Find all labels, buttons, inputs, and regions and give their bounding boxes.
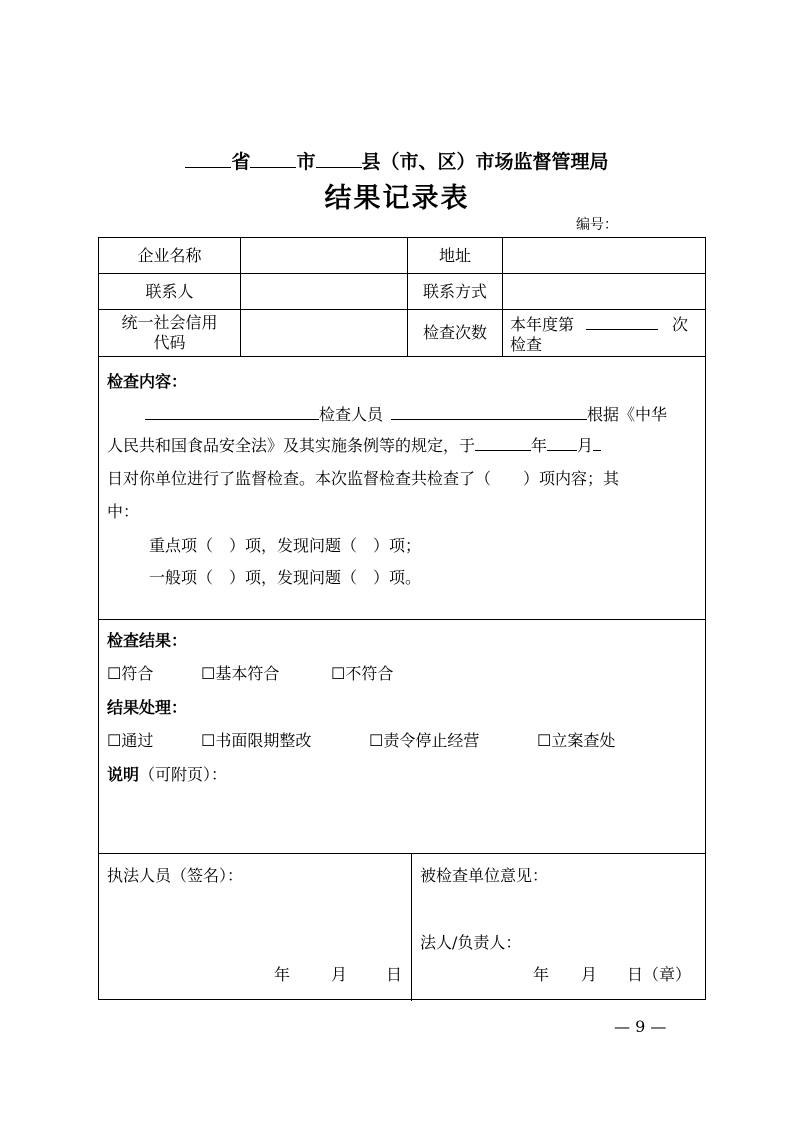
handling-option-rectify[interactable]: ☐书面限期整改	[201, 731, 312, 750]
form-title: 结果记录表	[324, 183, 470, 214]
result-heading: 检查结果：	[107, 631, 188, 650]
handling-heading: 结果处理：	[107, 698, 188, 717]
record-form-table	[98, 237, 706, 1000]
row-divider	[99, 619, 705, 620]
col-divider	[411, 853, 412, 1001]
inspect-count-label: 检查次数	[422, 323, 487, 342]
legal-person-label: 法人/负责人：	[420, 933, 522, 952]
company-name-label: 企业名称	[137, 245, 202, 265]
handling-option-stop-business[interactable]: ☐责令停止经营	[369, 731, 480, 750]
unit-date-month: 月	[581, 965, 598, 984]
unit-date-year: 年	[533, 965, 550, 984]
credit-code-field[interactable]	[241, 310, 407, 356]
row-divider	[99, 356, 705, 357]
credit-code-label-line1: 统一社会信用	[121, 313, 218, 332]
inspected-unit-opinion-label: 被检查单位意见：	[420, 866, 549, 885]
address-label: 地址	[438, 245, 471, 265]
general-items-line: 一般项（ ）项，发现问题（ ）项。	[149, 568, 422, 587]
contact-person-field[interactable]	[241, 274, 407, 309]
serial-number-label: 编号：	[576, 217, 618, 233]
unit-date-day-seal: 日（章）	[627, 965, 692, 984]
contact-person-label: 联系人	[145, 281, 194, 301]
content-line2: 人民共和国食品安全法》及其实施条例等的规定，于 年 月	[107, 434, 601, 456]
contact-method-label: 联系方式	[422, 281, 487, 301]
note-label: 说明（可附页）：	[107, 765, 228, 784]
credit-code-label-line2: 代码	[153, 333, 186, 352]
year-count-text: 本年度第 次	[510, 315, 689, 334]
officer-date-year: 年	[274, 965, 291, 984]
content-line4: 中：	[107, 502, 140, 521]
year-count-text-line2: 检查	[510, 335, 543, 354]
content-heading: 检查内容：	[107, 372, 188, 391]
officer-signature-label: 执法人员（签名）：	[107, 866, 244, 885]
handling-option-file-case[interactable]: ☐立案查处	[537, 731, 616, 750]
result-option-conform[interactable]: ☐符合	[107, 664, 154, 683]
handling-option-pass[interactable]: ☐通过	[107, 731, 154, 750]
credit-code-label	[99, 310, 240, 356]
row-divider	[99, 853, 705, 854]
contact-method-field[interactable]	[503, 274, 705, 309]
page-number: — 9 —	[614, 1017, 667, 1036]
officer-date-month: 月	[331, 965, 348, 984]
content-line3: 日对你单位进行了监督检查。本次监督检查共检查了（ ）项内容；其	[107, 469, 620, 488]
result-option-nonconform[interactable]: ☐不符合	[331, 664, 394, 683]
officer-date-day: 日	[386, 965, 403, 984]
result-option-basic-conform[interactable]: ☐基本符合	[201, 664, 280, 683]
agency-title: 省 市 县（市、区）市场监督管理局	[0, 147, 794, 174]
content-line1: 检查人员 根据《中华	[107, 403, 667, 425]
company-name-field[interactable]	[241, 238, 407, 273]
address-field[interactable]	[503, 238, 705, 273]
key-items-line: 重点项（ ）项，发现问题（ ）项；	[149, 536, 422, 555]
